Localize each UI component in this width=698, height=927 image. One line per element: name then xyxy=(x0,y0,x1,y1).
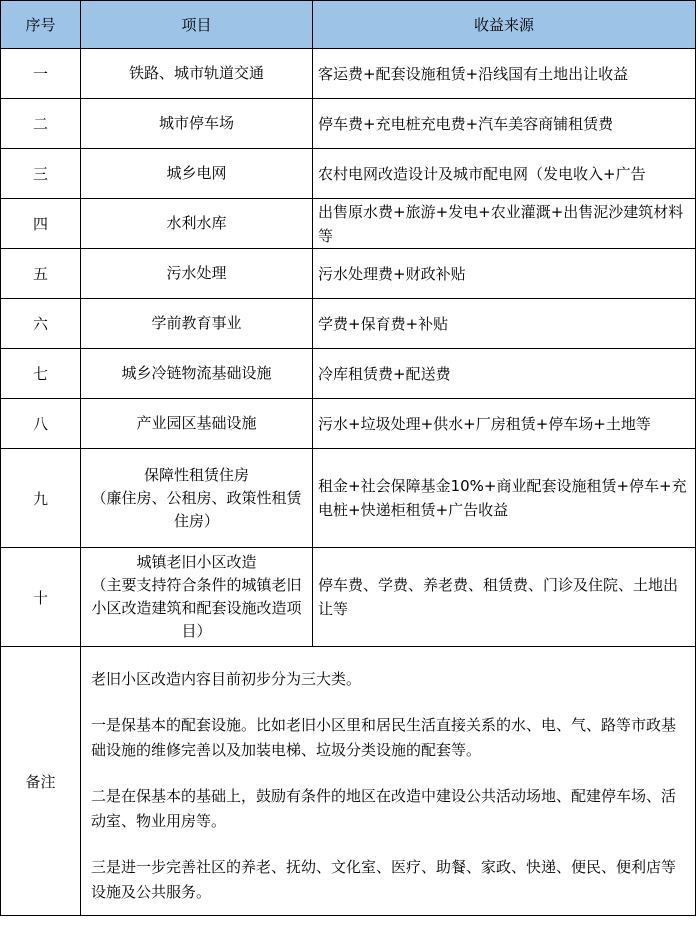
project-name: 产业园区基础设施 xyxy=(81,399,313,449)
row-number: 九 xyxy=(1,449,81,548)
project-note: （主要支持符合条件的城镇老旧小区改造建筑和配套设施改造项目） xyxy=(91,576,302,640)
table-row xyxy=(1,399,696,449)
table-row xyxy=(1,249,696,299)
note-paragraph: 老旧小区改造内容目前初步分为三大类。 xyxy=(91,670,362,688)
header-row xyxy=(1,1,696,49)
revenue-source: 停车费+充电桩充电费+汽车美容商铺租赁费 xyxy=(313,99,696,149)
header-no: 序号 xyxy=(1,1,81,49)
project-title: 城镇老旧小区改造 xyxy=(136,553,257,571)
row-number: 八 xyxy=(1,399,81,449)
row-number: 一 xyxy=(1,49,81,99)
project-name: 铁路、城市轨道交通 xyxy=(81,49,313,99)
row-number: 四 xyxy=(1,199,81,249)
table-row xyxy=(1,299,696,349)
table-row xyxy=(1,99,696,149)
table-row xyxy=(1,149,696,199)
project-name xyxy=(81,548,313,647)
revenue-source: 农村电网改造设计及城市配电网（发电收入+广告 xyxy=(313,149,696,199)
project-note: （廉住房、公租房、政策性租赁住房） xyxy=(91,488,302,530)
project-name xyxy=(81,449,313,548)
revenue-source: 污水+垃圾处理+供水+厂房租赁+停车场+土地等 xyxy=(313,399,696,449)
table-row xyxy=(1,199,696,249)
project-title: 保障性租赁住房 xyxy=(143,465,249,484)
table-row xyxy=(1,49,696,99)
project-name: 城乡冷链物流基础设施 xyxy=(81,349,313,399)
table-row xyxy=(1,548,696,647)
row-number: 二 xyxy=(1,99,81,149)
note-paragraph: 三是进一步完善社区的养老、抚幼、文化室、医疗、助餐、家政、快递、便民、便利店等设施及公共服务。 xyxy=(91,858,677,901)
row-number: 十 xyxy=(1,548,81,647)
row-number: 六 xyxy=(1,299,81,349)
revenue-source: 污水处理费+财政补贴 xyxy=(313,249,696,299)
table-row xyxy=(1,349,696,399)
note-paragraph: 二是在保基本的基础上，鼓励有条件的地区在改造中建设公共活动场地、配建停车场、活动室、物业用房等。 xyxy=(91,787,677,830)
revenue-source: 客运费+配套设施租赁+沿线国有土地出让收益 xyxy=(313,49,696,99)
header-source: 收益来源 xyxy=(313,1,696,49)
note-paragraph: 一是保基本的配套设施。比如老旧小区里和居民生活直接关系的水、电、气、路等市政基础设施的维修完善以及加装电梯、垃圾分类设施的配套等。 xyxy=(91,716,677,759)
project-name: 污水处理 xyxy=(81,249,313,299)
revenue-source: 停车费、学费、养老费、租赁费、门诊及住院、土地出让等 xyxy=(313,548,696,647)
project-name: 城市停车场 xyxy=(81,99,313,149)
project-name: 水利水库 xyxy=(81,199,313,249)
header-item: 项目 xyxy=(81,1,313,49)
revenue-source: 租金+社会保障基金10%+商业配套设施租赁+停车+充电桩+快递柜租赁+广告收益 xyxy=(313,449,696,548)
row-number: 五 xyxy=(1,249,81,299)
notes-row xyxy=(1,647,696,916)
revenue-source: 出售原水费+旅游+发电+农业灌溉+出售泥沙建筑材料等 xyxy=(313,199,696,249)
notes-body xyxy=(81,647,696,916)
project-name: 城乡电网 xyxy=(81,149,313,199)
revenue-source: 冷库租赁费+配送费 xyxy=(313,349,696,399)
table-row xyxy=(1,449,696,548)
row-number: 七 xyxy=(1,349,81,399)
notes-label: 备注 xyxy=(1,647,81,916)
row-number: 三 xyxy=(1,149,81,199)
project-name: 学前教育事业 xyxy=(81,299,313,349)
revenue-source: 学费+保育费+补贴 xyxy=(313,299,696,349)
